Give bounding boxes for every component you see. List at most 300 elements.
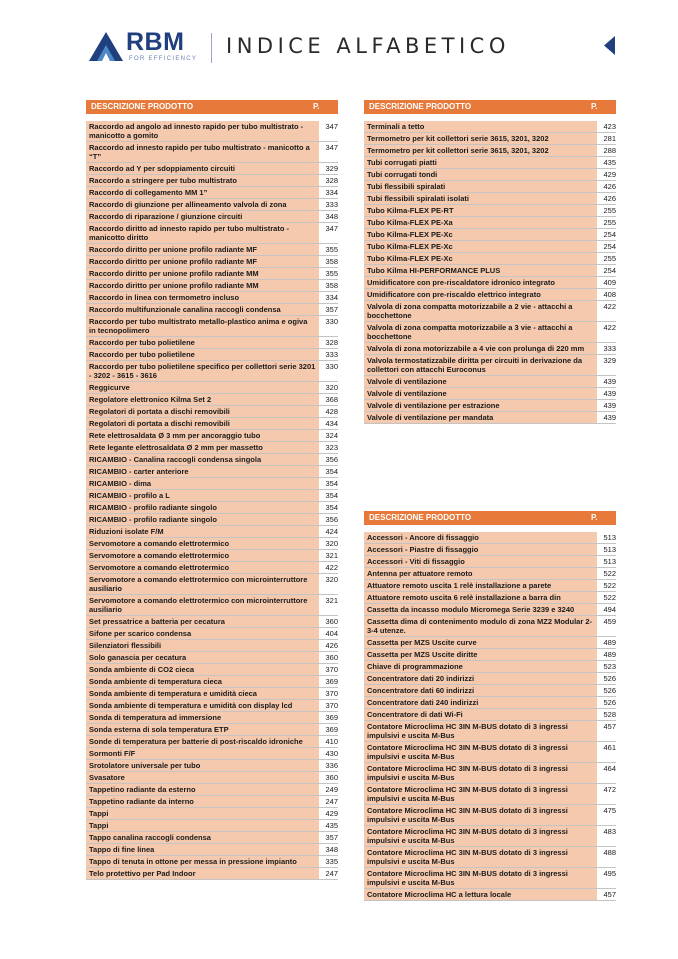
product-description: Sifone per scarico condensa: [86, 628, 319, 639]
product-description: Tappo di tenuta in ottone per messa in pressione impianto: [86, 856, 319, 867]
product-description: Concentratore dati 240 indirizzi: [364, 697, 597, 708]
page-number: 356: [325, 455, 338, 464]
product-description: Contatore Microclima HC 3IN M-BUS dotato di 3 ingressi impulsivi e uscita M-Bus: [364, 742, 597, 762]
table-row: [364, 169, 616, 181]
page-number: 457: [603, 890, 616, 899]
product-description: Raccordo di collegamento MM 1”: [86, 187, 319, 198]
header-spacer: [86, 114, 338, 121]
page-number: 355: [325, 269, 338, 278]
table-row: [86, 502, 338, 514]
page-number: 513: [603, 557, 616, 566]
table-row: [86, 223, 338, 244]
product-description: Sonda ambiente di CO2 cieca: [86, 664, 319, 675]
table-row: [86, 688, 338, 700]
table-row: [86, 562, 338, 574]
product-description: Raccordo di riparazione / giunzione circuiti: [86, 211, 319, 222]
product-description: Raccordo ad innesto rapido per tubo multistrato - manicotto a “T”: [86, 142, 319, 162]
header-page: P.: [591, 513, 598, 522]
table-row: [86, 748, 338, 760]
table-row: [86, 808, 338, 820]
product-description: Termometro per kit collettori serie 3615, 3201, 3202: [364, 133, 597, 144]
table-row: [86, 244, 338, 256]
table-row: [364, 616, 616, 637]
page-number: 513: [603, 545, 616, 554]
table-row: [86, 199, 338, 211]
product-description: Rete legante elettrosaldata Ø 2 mm per massetto: [86, 442, 319, 453]
table-row: [86, 538, 338, 550]
page-number: 526: [603, 686, 616, 695]
page-number: 330: [325, 362, 338, 371]
product-description: Sormonti F/F: [86, 748, 319, 759]
page-number: 464: [603, 764, 616, 773]
page-number: 324: [325, 431, 338, 440]
product-description: RICAMBIO - profilo radiante singolo: [86, 514, 319, 525]
page-number: 522: [603, 593, 616, 602]
page-number: 328: [325, 176, 338, 185]
table-row: [364, 709, 616, 721]
product-description: Tubo Kilma HI-PERFORMANCE PLUS: [364, 265, 597, 276]
table-row: [86, 142, 338, 163]
table-row: [86, 268, 338, 280]
table-row: [364, 592, 616, 604]
table-row: [86, 349, 338, 361]
product-description: Tappi: [86, 808, 319, 819]
product-description: Raccordo per tubo polietilene: [86, 349, 319, 360]
page-number: 330: [325, 317, 338, 326]
product-description: Raccordo per tubo polietilene specifico per collettori serie 3201 - 3202 - 3615 - 3616: [86, 361, 319, 381]
page-number: 334: [325, 293, 338, 302]
table-row: [86, 526, 338, 538]
product-description: Svasatore: [86, 772, 319, 783]
table-row: [364, 145, 616, 157]
table-row: [86, 514, 338, 526]
index-table-right-bottom: [364, 511, 616, 901]
page-number: 360: [325, 617, 338, 626]
page-number: 513: [603, 533, 616, 542]
table-row: [86, 394, 338, 406]
table-row: [86, 121, 338, 142]
product-description: Raccordo multifunzionale canalina raccogli condensa: [86, 304, 319, 315]
product-description: Cassetta per MZS Uscite diritte: [364, 649, 597, 660]
page-number: 523: [603, 662, 616, 671]
product-description: Servomotore a comando elettrotermico: [86, 538, 319, 549]
table-row: [86, 820, 338, 832]
page-number: 354: [325, 467, 338, 476]
product-description: Valvole di ventilazione per estrazione: [364, 400, 597, 411]
table-row: [364, 157, 616, 169]
product-description: Concentratore dati 60 indirizzi: [364, 685, 597, 696]
product-description: Contatore Microclima HC 3IN M-BUS dotato di 3 ingressi impulsivi e uscita M-Bus: [364, 784, 597, 804]
page-number: 255: [603, 254, 616, 263]
table-row: [86, 211, 338, 223]
page-number: 254: [603, 266, 616, 275]
table-row: [364, 133, 616, 145]
product-description: Srotolatore universale per tubo: [86, 760, 319, 771]
table-row: [364, 697, 616, 709]
page-number: 495: [603, 869, 616, 878]
table-row: [364, 277, 616, 289]
page-number: 422: [603, 323, 616, 332]
page-number: 439: [603, 377, 616, 386]
product-description: Tubi flessibili spiralati: [364, 181, 597, 192]
product-description: Accessori - Viti di fissaggio: [364, 556, 597, 567]
table-row: [86, 175, 338, 187]
page-number: 423: [603, 122, 616, 131]
table-row: [364, 217, 616, 229]
table-row: [86, 784, 338, 796]
page-number: 426: [603, 182, 616, 191]
table-row: [86, 796, 338, 808]
page-number: 328: [325, 338, 338, 347]
page-number: 408: [603, 290, 616, 299]
page-number: 254: [603, 230, 616, 239]
product-description: Raccordo diritto per unione profilo radiante MF: [86, 256, 319, 267]
table-row: [86, 490, 338, 502]
table-row: [86, 256, 338, 268]
product-description: Raccordo diritto per unione profilo radiante MF: [86, 244, 319, 255]
page-number: 321: [325, 596, 338, 605]
page-number: 410: [325, 737, 338, 746]
product-description: Attuatore remoto uscita 6 relè installazione a barra din: [364, 592, 597, 603]
table-row: [86, 772, 338, 784]
table-row: [364, 604, 616, 616]
page-number: 488: [603, 848, 616, 857]
product-description: RICAMBIO - Canalina raccogli condensa singola: [86, 454, 319, 465]
product-description: Contatore Microclima HC 3IN M-BUS dotato di 3 ingressi impulsivi e uscita M-Bus: [364, 805, 597, 825]
page-number: 370: [325, 665, 338, 674]
product-description: Tubi corrugati piatti: [364, 157, 597, 168]
product-description: Sonda di temperatura ad immersione: [86, 712, 319, 723]
product-description: Tubo Kilma-FLEX PE-Xc: [364, 241, 597, 252]
product-description: Sonda ambiente di temperatura e umidità cieca: [86, 688, 319, 699]
table-row: [364, 649, 616, 661]
page-number: 320: [325, 575, 338, 584]
product-description: Servomotore a comando elettrotermico con microinterruttore ausiliario: [86, 595, 319, 615]
table-row: [86, 628, 338, 640]
product-description: Raccordo per tubo polietilene: [86, 337, 319, 348]
table-row: [86, 664, 338, 676]
product-description: RICAMBIO - profilo a L: [86, 490, 319, 501]
product-description: Valvole di ventilazione per mandata: [364, 412, 597, 423]
table-row: [364, 763, 616, 784]
product-description: Contatore Microclima HC 3IN M-BUS dotato di 3 ingressi impulsivi e uscita M-Bus: [364, 826, 597, 846]
product-description: Contatore Microclima HC 3IN M-BUS dotato di 3 ingressi impulsivi e uscita M-Bus: [364, 763, 597, 783]
product-description: RICAMBIO - carter anteriore: [86, 466, 319, 477]
page-number: 334: [325, 188, 338, 197]
product-description: Concentratore dati 20 indirizzi: [364, 673, 597, 684]
page-number: 320: [325, 539, 338, 548]
table-row: [86, 304, 338, 316]
page-number: 320: [325, 383, 338, 392]
table-row: [364, 661, 616, 673]
product-description: Raccordo ad Y per sdoppiamento circuiti: [86, 163, 319, 174]
page-number: 472: [603, 785, 616, 794]
page-number: 528: [603, 710, 616, 719]
header-page: P.: [591, 102, 598, 111]
table-row: [364, 265, 616, 277]
table-row: [364, 121, 616, 133]
table-row: [86, 466, 338, 478]
product-description: Cassetta per MZS Uscite curve: [364, 637, 597, 648]
product-description: Reggicurve: [86, 382, 319, 393]
product-description: Cassetta da incasso modulo Micromega Serie 3239 e 3240: [364, 604, 597, 615]
table-row: [86, 187, 338, 199]
logo-mark-icon: [88, 30, 126, 64]
page-number: 409: [603, 278, 616, 287]
table-row: [364, 544, 616, 556]
page-number: 281: [603, 134, 616, 143]
table-row: [86, 736, 338, 748]
table-row: [86, 454, 338, 466]
page-number: 459: [603, 617, 616, 626]
table-row: [364, 322, 616, 343]
page-number: 329: [325, 164, 338, 173]
table-row: [86, 478, 338, 490]
page-number: 354: [325, 503, 338, 512]
page-number: 360: [325, 773, 338, 782]
product-description: Raccordo per tubo multistrato metallo-plastico anima e ogiva in tecnopolimero: [86, 316, 319, 336]
page-number: 369: [325, 713, 338, 722]
product-description: Tappetino radiante da esterno: [86, 784, 319, 795]
product-description: Solo ganascia per cecatura: [86, 652, 319, 663]
product-description: Regolatori di portata a dischi removibili: [86, 418, 319, 429]
product-description: Servomotore a comando elettrotermico: [86, 562, 319, 573]
page-number: 254: [603, 242, 616, 251]
table-row: [364, 355, 616, 376]
page-number: 404: [325, 629, 338, 638]
page-number: 522: [603, 569, 616, 578]
page-number: 354: [325, 479, 338, 488]
product-description: Termometro per kit collettori serie 3615, 3201, 3202: [364, 145, 597, 156]
table-row: [364, 376, 616, 388]
page-number: 489: [603, 650, 616, 659]
product-description: Valvola di zona compatta motorizzabile a 2 vie - attacchi a bocchettone: [364, 301, 597, 321]
table-row: [364, 556, 616, 568]
product-description: Silenziatori flessibili: [86, 640, 319, 651]
product-description: Sonde di temperatura per batterie di post-riscaldo idroniche: [86, 736, 319, 747]
page-number: 333: [603, 344, 616, 353]
table-row: [364, 205, 616, 217]
table-row: [86, 616, 338, 628]
page-number: 288: [603, 146, 616, 155]
page-number: 494: [603, 605, 616, 614]
page-number: 329: [603, 356, 616, 365]
header-description: DESCRIZIONE PRODOTTO: [369, 513, 472, 522]
product-description: Valvola termostatizzabile diritta per circuiti in derivazione da collettori con attacchi Euroconus: [364, 355, 597, 375]
page-number: 358: [325, 257, 338, 266]
table-row: [364, 241, 616, 253]
table-row: [364, 580, 616, 592]
page-number: 333: [325, 200, 338, 209]
table-row: [364, 784, 616, 805]
table-row: [86, 280, 338, 292]
page-number: 522: [603, 581, 616, 590]
table-row: [364, 229, 616, 241]
rbm-logo: [88, 30, 208, 70]
page-number: 429: [603, 170, 616, 179]
page-number: 526: [603, 674, 616, 683]
table-row: [364, 388, 616, 400]
table-row: [86, 760, 338, 772]
product-description: Tappo canalina raccogli condensa: [86, 832, 319, 843]
page-header: [0, 0, 678, 80]
table-header: [364, 100, 616, 114]
header-spacer: [364, 525, 616, 532]
product-description: Antenna per attuatore remoto: [364, 568, 597, 579]
product-description: Tubi flessibili spiralati isolati: [364, 193, 597, 204]
product-description: Contatore Microclima HC 3IN M-BUS dotato di 3 ingressi impulsivi e uscita M-Bus: [364, 721, 597, 741]
product-description: Contatore Microclima HC 3IN M-BUS dotato di 3 ingressi impulsivi e uscita M-Bus: [364, 868, 597, 888]
product-description: Rete elettrosaldata Ø 3 mm per ancoraggio tubo: [86, 430, 319, 441]
product-description: Servomotore a comando elettrotermico: [86, 550, 319, 561]
table-row: [86, 856, 338, 868]
product-description: Cassetta dima di contenimento modulo di zona MZ2 Modular 2-3-4 utenze.: [364, 616, 597, 636]
page-number: 439: [603, 389, 616, 398]
table-row: [86, 676, 338, 688]
index-table-left: [86, 100, 338, 880]
table-row: [86, 700, 338, 712]
table-row: [86, 574, 338, 595]
page-number: 323: [325, 443, 338, 452]
page-number: 347: [325, 224, 338, 233]
product-description: RICAMBIO - profilo radiante singolo: [86, 502, 319, 513]
page-number: 357: [325, 833, 338, 842]
product-description: Accessori - Piastre di fissaggio: [364, 544, 597, 555]
page-number: 369: [325, 677, 338, 686]
table-row: [86, 337, 338, 349]
table-row: [86, 652, 338, 664]
table-row: [364, 805, 616, 826]
table-row: [86, 430, 338, 442]
page-number: 357: [325, 305, 338, 314]
page-number: 333: [325, 350, 338, 359]
header-description: DESCRIZIONE PRODOTTO: [369, 102, 472, 111]
page-number: 255: [603, 218, 616, 227]
product-description: Concentratore di dati Wi-Fi: [364, 709, 597, 720]
product-description: Raccordo diritto per unione profilo radiante MM: [86, 280, 319, 291]
product-description: Raccordo ad angolo ad innesto rapido per tubo multistrato - manicotto a gomito: [86, 121, 319, 141]
product-description: Accessori - Ancore di fissaggio: [364, 532, 597, 543]
arrow-left-icon[interactable]: [604, 36, 615, 55]
page-number: 483: [603, 827, 616, 836]
table-row: [86, 361, 338, 382]
table-row: [364, 742, 616, 763]
table-row: [364, 412, 616, 424]
product-description: RICAMBIO - dima: [86, 478, 319, 489]
table-header: [86, 100, 338, 114]
table-row: [86, 595, 338, 616]
page-number: 347: [325, 122, 338, 131]
page-number: 369: [325, 725, 338, 734]
product-description: Sonda ambiente di temperatura e umidità con display lcd: [86, 700, 319, 711]
page-number: 247: [325, 797, 338, 806]
product-description: Raccordo di giunzione per allineamento valvola di zona: [86, 199, 319, 210]
table-row: [364, 181, 616, 193]
page-number: 321: [325, 551, 338, 560]
table-row: [364, 637, 616, 649]
table-row: [364, 826, 616, 847]
product-description: Raccordo in linea con termometro incluso: [86, 292, 319, 303]
page-number: 428: [325, 407, 338, 416]
table-row: [364, 847, 616, 868]
table-row: [364, 289, 616, 301]
table-row: [86, 316, 338, 337]
page-number: 335: [325, 857, 338, 866]
table-header: [364, 511, 616, 525]
product-description: Regolatori di portata a dischi removibili: [86, 406, 319, 417]
page-number: 430: [325, 749, 338, 758]
page-number: 424: [325, 527, 338, 536]
product-description: Umidificatore con pre-riscaldo elettrico integrato: [364, 289, 597, 300]
index-table-right-top: [364, 100, 616, 424]
product-description: Set pressatrice a batteria per cecatura: [86, 616, 319, 627]
table-row: [364, 568, 616, 580]
product-description: Raccordo diritto per unione profilo radiante MM: [86, 268, 319, 279]
page-number: 249: [325, 785, 338, 794]
header-description: DESCRIZIONE PRODOTTO: [91, 102, 194, 111]
table-row: [86, 724, 338, 736]
product-description: Chiave di programmazione: [364, 661, 597, 672]
product-description: Valvole di ventilazione: [364, 388, 597, 399]
header-spacer: [364, 114, 616, 121]
page-number: 348: [325, 845, 338, 854]
product-description: Tubi corrugati tondi: [364, 169, 597, 180]
product-description: Tappetino radiante da interno: [86, 796, 319, 807]
header-page: P.: [313, 102, 320, 111]
page-number: 348: [325, 212, 338, 221]
page-number: 439: [603, 413, 616, 422]
product-description: Raccordo diritto ad innesto rapido per tubo multistrato - manicotto diritto: [86, 223, 319, 243]
product-description: Tubo Kilma-FLEX PE-Xc: [364, 253, 597, 264]
page-number: 475: [603, 806, 616, 815]
table-row: [364, 721, 616, 742]
page-title: INDICE ALFABETICO: [226, 34, 510, 58]
product-description: Valvole di ventilazione: [364, 376, 597, 387]
page-number: 422: [325, 563, 338, 572]
product-description: Telo protettivo per Pad Indoor: [86, 868, 319, 879]
page-number: 426: [603, 194, 616, 203]
product-description: Terminali a tetto: [364, 121, 597, 132]
page-number: 439: [603, 401, 616, 410]
table-row: [86, 406, 338, 418]
table-row: [364, 673, 616, 685]
page-number: 429: [325, 809, 338, 818]
product-description: Sonda esterna di sola temperatura ETP: [86, 724, 319, 735]
page-number: 354: [325, 491, 338, 500]
table-row: [364, 685, 616, 697]
page-number: 426: [325, 641, 338, 650]
product-description: Tubo Kilma-FLEX PE-Xa: [364, 217, 597, 228]
page-number: 370: [325, 701, 338, 710]
page-number: 360: [325, 653, 338, 662]
table-row: [364, 868, 616, 889]
table-row: [364, 400, 616, 412]
table-row: [86, 844, 338, 856]
page-number: 370: [325, 689, 338, 698]
product-description: Riduzioni isolate F/M: [86, 526, 319, 537]
table-row: [86, 163, 338, 175]
page-number: 336: [325, 761, 338, 770]
table-row: [86, 832, 338, 844]
table-row: [86, 382, 338, 394]
table-row: [86, 550, 338, 562]
page-number: 489: [603, 638, 616, 647]
page-number: 461: [603, 743, 616, 752]
product-description: Tubo Kilma-FLEX PE-Xc: [364, 229, 597, 240]
product-description: Regolatore elettronico Kilma Set 2: [86, 394, 319, 405]
table-row: [364, 301, 616, 322]
product-description: Raccordo a stringere per tubo multistrato: [86, 175, 319, 186]
